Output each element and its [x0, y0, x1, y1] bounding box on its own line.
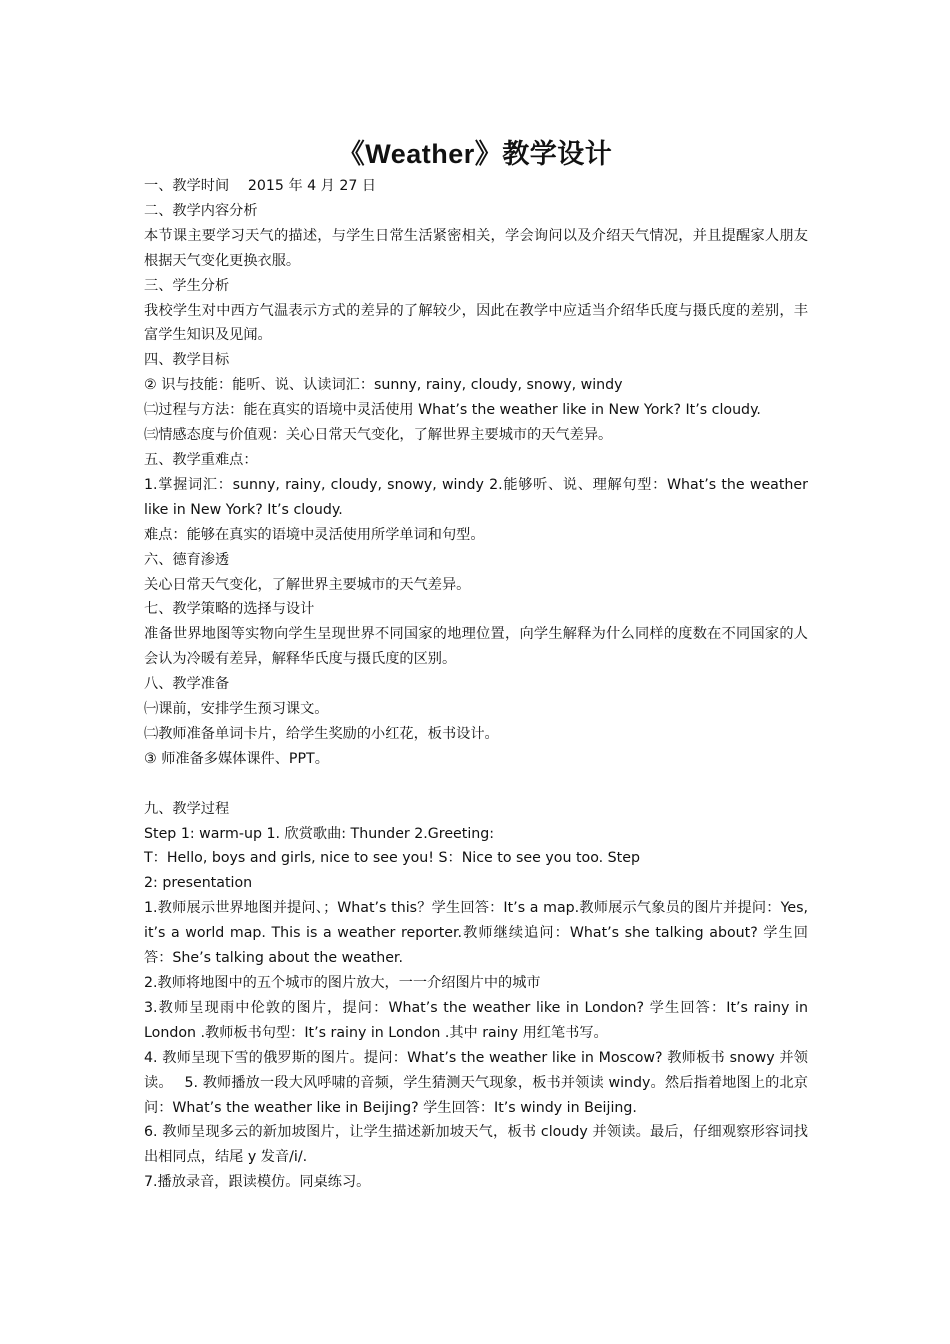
heading-moral-education: 六、德育渗透	[144, 551, 230, 568]
process-greeting: T：Hello, boys and girls, nice to see you! S：Nice to see you too. Step	[144, 850, 640, 867]
process-item-1: 1.教师展示世界地图并提问、；What’s this？学生回答：It’s a map.教师展示气象员的图片并提问：Yes, it’s a world map. This is a weather reporter.教师继续追问：What’s she talking about? 学生回答：She’s talking about the weather.	[144, 900, 808, 967]
document-title: 《Weather》教学设计	[337, 139, 613, 169]
blank-line	[144, 772, 808, 797]
process-item-6: 6. 教师呈现多云的新加坡图片，让学生描述新加坡天气，板书 cloudy 并领读。最后，仔细观察形容词找出相同点，结尾 y 发音/i/.	[144, 1124, 808, 1166]
paragraph-moral-education: 关心日常天气变化，了解世界主要城市的天气差异。	[144, 576, 471, 593]
line-teaching-time: 一、教学时间 2015 年 4 月 27 日	[144, 178, 377, 194]
process-item-4-5: 4. 教师呈现下雪的俄罗斯的图片。提问：What’s the weather like in Moscow? 教师板书 snowy 并领读。 5. 教师播放一段大风呼啸的音频，学生猜测天气现象，板书并领读 windy。然后指着地图上的北京问：What’s the weather like in Beijing? 学生回答：It’s windy in Beijing.	[144, 1049, 808, 1116]
heading-teaching-process: 九、教学过程	[144, 800, 230, 817]
process-step-2: 2: presentation	[144, 875, 253, 892]
document-body	[144, 174, 808, 1195]
heading-teaching-goals: 四、教学目标	[144, 352, 230, 369]
prep-item-3: ③ 师准备多媒体课件、PPT。	[144, 750, 329, 767]
goal-process-method: ㈡过程与方法：能在真实的语境中灵活使用 What’s the weather like in New York? It’s cloudy.	[144, 402, 761, 419]
paragraph-strategy: 准备世界地图等实物向学生呈现世界不同国家的地理位置，向学生解释为什么同样的度数在不同国家的人会认为冷暖有差异，解释华氏度与摄氏度的区别。	[144, 626, 808, 668]
heading-student-analysis: 三、学生分析	[144, 277, 230, 294]
heading-content-analysis: 二、教学内容分析	[144, 202, 258, 219]
heading-preparation: 八、教学准备	[144, 676, 230, 693]
paragraph-key-points: 1.掌握词汇：sunny, rainy, cloudy, snowy, windy 2.能够听、说、理解句型：What’s the weather like in New York? It’s cloudy.	[144, 476, 808, 518]
paragraph-difficulties: 难点：能够在真实的语境中灵活使用所学单词和句型。	[144, 526, 485, 543]
prep-item-2: ㈡教师准备单词卡片，给学生奖励的小红花，板书设计。	[144, 725, 499, 742]
heading-key-points: 五、教学重难点：	[144, 451, 258, 468]
process-item-3: 3.教师呈现雨中伦敦的图片，提问：What’s the weather like in London? 学生回答：It’s rainy in London .教师板书句型：It’s rainy in London .其中 rainy 用红笔书写。	[144, 999, 808, 1041]
process-step-1: Step 1: warm-up 1. 欣赏歌曲: Thunder 2.Greeting:	[144, 825, 495, 842]
heading-strategy: 七、教学策略的选择与设计	[144, 601, 315, 618]
goal-attitude-values: ㈢情感态度与价值观：关心日常天气变化，了解世界主要城市的天气差异。	[144, 427, 613, 444]
prep-item-1: ㈠课前，安排学生预习课文。	[144, 701, 329, 718]
process-item-7: 7.播放录音，跟读模仿。同桌练习。	[144, 1174, 371, 1191]
paragraph-student-analysis: 我校学生对中西方气温表示方式的差异的了解较少，因此在教学中应适当介绍华氏度与摄氏度的差别，丰富学生知识及见闻。	[144, 302, 808, 344]
process-item-2: 2.教师将地图中的五个城市的图片放大，一一介绍图片中的城市	[144, 974, 541, 991]
goal-knowledge-skills: ② 识与技能：能听、说、认读词汇：sunny, rainy, cloudy, snowy, windy	[144, 377, 623, 394]
paragraph-content-analysis: 本节课主要学习天气的描述，与学生日常生活紧密相关，学会询问以及介绍天气情况，并且提醒家人朋友根据天气变化更换衣服。	[144, 227, 808, 269]
